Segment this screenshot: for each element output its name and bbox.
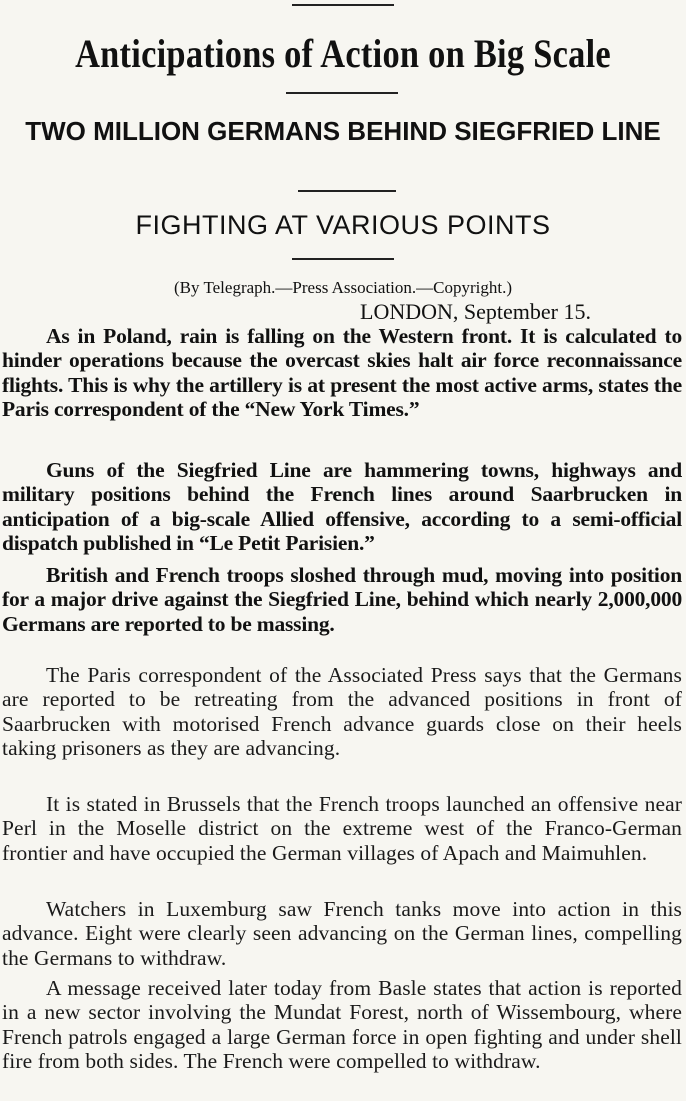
headline-rule [286,92,398,94]
section-rule [292,258,394,260]
paragraph-2: Guns of the Siegfried Line are hammering towns, highways and military positions behind the French lines around Saarbrucken in anticipation of a big-scale Allied offensive, according to a semi-official dispatch published in “Le Petit Parisien.” [2,458,682,556]
paragraph-6: Watchers in Luxemburg saw French tanks move into action in this advance. Eight were clearly seen advancing on the German lines, compelling the Germans to withdraw. [2,897,682,970]
paragraph-1: As in Poland, rain is falling on the Western front. It is calculated to hinder operations because the overcast skies halt air force reconnaissance flights. This is why the artillery is at present the most active arms, states the Paris correspondent of the “New York Times.” [2,324,682,422]
paragraph-4: The Paris correspondent of the Associated Press says that the Germans are reported to be retreating from the advanced positions in front of Saarbrucken with motorised French advance guards close on their heels taking prisoners as they are advancing. [2,663,682,761]
subheadline: TWO MILLION GERMANS BEHIND SIEGFRIED LINE [25,116,661,146]
subheadline-rule [298,190,396,192]
paragraph-3: British and French troops sloshed through mud, moving into position for a major drive against the Siegfried Line, behind which nearly 2,000,000 Germans are reported to be massing. [2,563,682,636]
dateline: LONDON, September 15. [360,299,591,324]
third-headline: FIGHTING AT VARIOUS POINTS [135,210,551,240]
paragraph-7: A message received later today from Basle states that action is reported in a new sector involving the Mundat Forest, north of Wissembourg, where French patrols engaged a large German force in open fighting and under shell fire from both sides. The French were compelled to withdraw. [2,976,682,1074]
headline: Anticipations of Action on Big Scale [75,31,611,76]
credit-line: (By Telegraph.—Press Association.—Copyright.) [174,278,512,297]
top-rule [292,4,394,6]
paragraph-5: It is stated in Brussels that the French troops launched an offensive near Perl in the Moselle district on the extreme west of the Franco-German frontier and have occupied the German villages of Apach and Maimuhlen. [2,792,682,865]
